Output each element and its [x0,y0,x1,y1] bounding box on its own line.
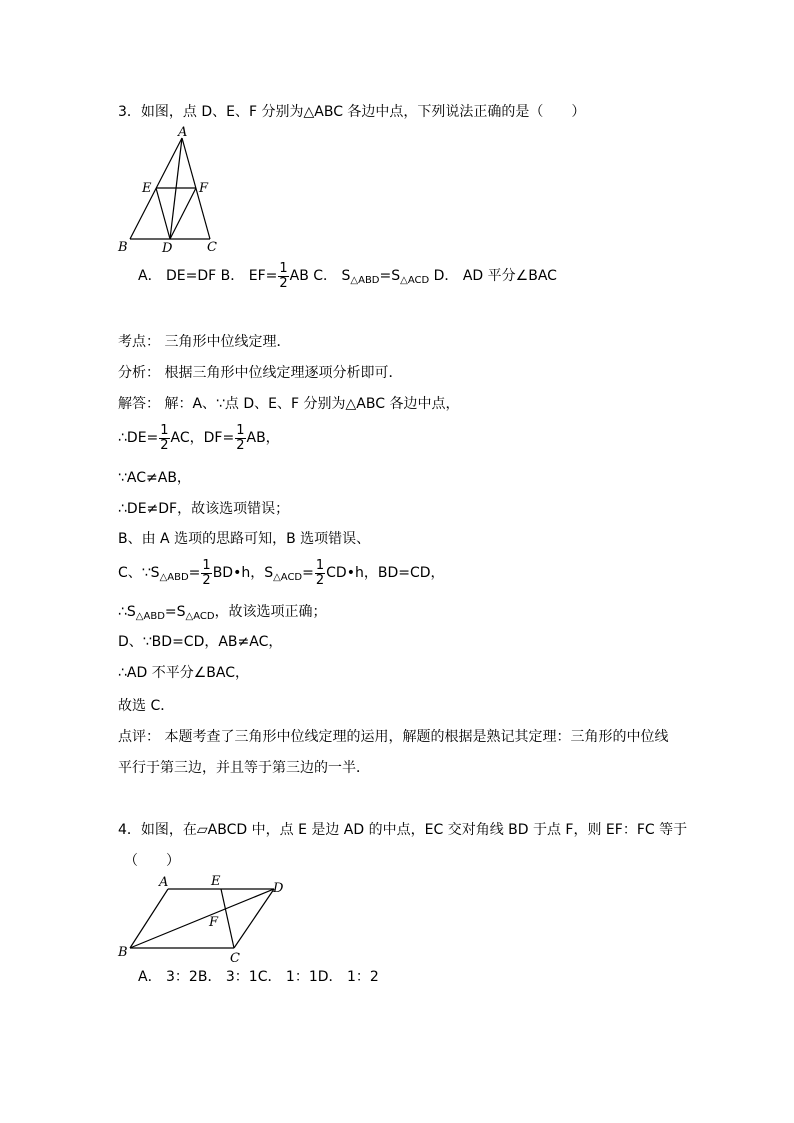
q4-stem: 4．如图，在▱ABCD 中，点 E 是边 AD 的中点，EC 交对角线 BD 于点 F，则 EF：FC 等于 [118,822,688,838]
label-B: B [118,945,128,960]
solution-line-8: ∴AD 不平分∠BAC， [118,665,249,681]
option-b: B． EF= [220,268,278,284]
fenxi-row: 分析： 根据三角形中位线定理逐项分析即可． [118,365,403,381]
option-a: A． DE=DF [138,268,217,284]
q4-parallelogram-figure [112,870,302,965]
solution-line-6: $\therefore S_{\triangle ABD}=S_{\triangle ACD}$，故该选项正确； [118,604,327,622]
label-F: F [209,915,219,930]
q4-options: A． 3：2B． 3：1C． 1：1D． 1：2 [138,969,379,985]
solution-line-7: D、∵BD=CD，AB≠AC， [118,634,283,650]
dianping-row-2: 平行于第三边，并且等于第三边的一半． [118,760,370,776]
label-C: C [230,951,240,965]
answer-line: 故选 C． [118,698,175,714]
solution-line-2: ∵AC≠AB， [118,470,191,486]
dianping-row: 点评： 本题考查了三角形中位线定理的运用，解题的根据是熟记其定理：三角形的中位线 [118,729,669,745]
option-c: C． S [313,268,351,284]
q3-triangle-figure [112,122,232,257]
label-F: F [199,181,209,196]
label-C: C [207,240,217,255]
label-E: E [142,181,152,196]
solution-line-1: ∴DE= $\frac{1}{2}$ AC，DF= $\frac{1}{2}$ AB， [118,422,280,453]
q3-options: A． DE=DF B． EF= $\frac{1}{2}$ AB C． $S_{\triangle ABD}=S_{\triangle ACD}$ D． AD 平分∠BAC [138,260,557,291]
solution-line-3: ∴DE≠DF，故该选项错误； [118,501,290,517]
q3-stem: 3．如图，点 D、E、F 分别为△ABC 各边中点，下列说法正确的是（ ） [118,104,586,120]
solution-line-5: C、$\because S_{\triangle ABD}=$ $\frac{1}{2}$ BD•h，$S_{\triangle ACD}=$ $\frac{1}{2}$ CD•h，BD=CD， [118,557,445,588]
option-d: D． AD 平分∠BAC [433,268,557,284]
label-A: A [159,875,169,890]
label-D: D [162,241,173,256]
kaodian-row: 考点： 三角形中位线定理． [118,334,291,350]
q4-stem-parens: （ ） [124,853,180,869]
label-B: B [118,240,128,255]
solution-line-4: B、由 A 选项的思路可知，B 选项错误、 [118,531,371,547]
jieda-row: 解答： 解：A、∵点 D、E、F 分别为△ABC 各边中点， [118,396,460,412]
label-E: E [211,874,221,889]
label-D: D [273,881,284,896]
label-A: A [178,125,188,140]
